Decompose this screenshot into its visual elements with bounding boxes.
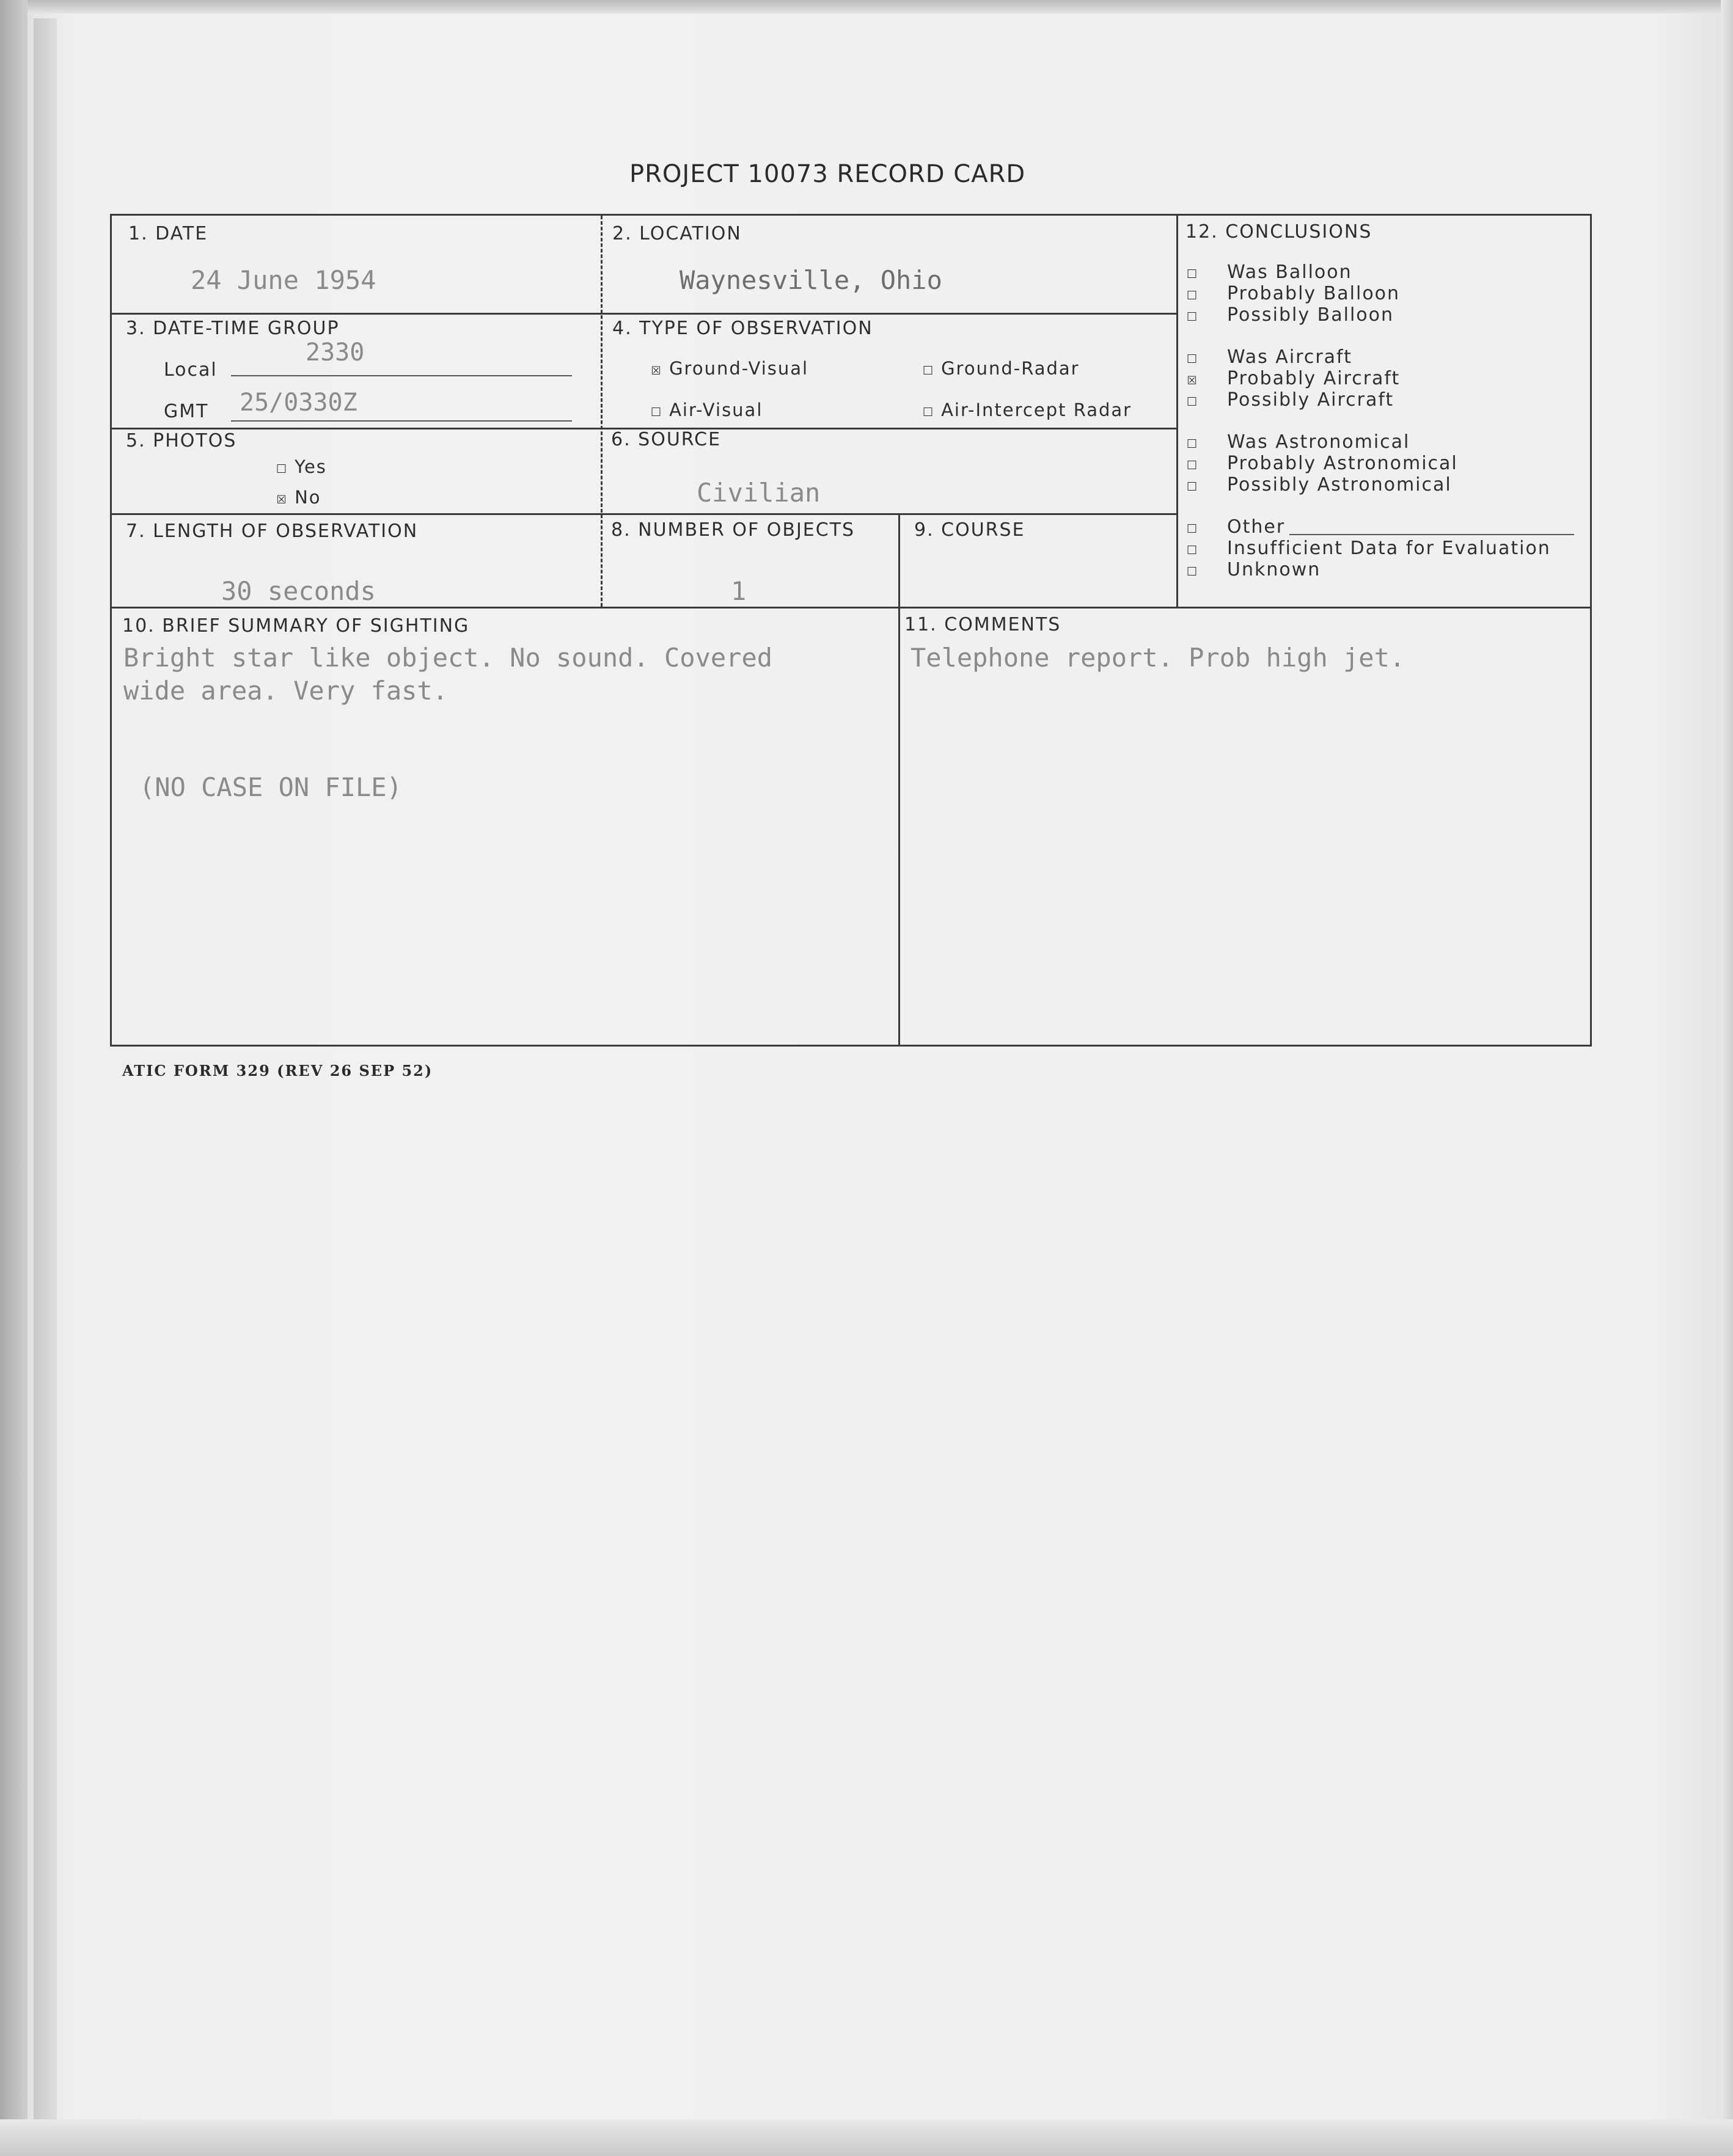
checkbox-icon: ☐ (1187, 560, 1198, 580)
conclusion-item: ☐ Probably Astronomical (1187, 453, 1458, 474)
grid-line (112, 313, 1178, 315)
checkbox-icon: ☐ (1187, 517, 1198, 537)
option-label: No (295, 487, 321, 508)
date-label: 1. DATE (128, 223, 208, 244)
summary-note: (NO CASE ON FILE) (139, 772, 402, 802)
conclusion-item: ☐ Possibly Astronomical (1187, 474, 1452, 495)
length-value: 30 seconds (221, 576, 376, 606)
dtg-label: 3. DATE-TIME GROUP (126, 318, 340, 339)
option-label: Yes (295, 456, 327, 477)
checkbox-icon: ☐ (276, 457, 288, 477)
conclusion-item: ☐ Possibly Balloon (1187, 304, 1394, 326)
checkbox-icon: ☐ (1187, 283, 1198, 304)
location-value: Waynesville, Ohio (680, 265, 942, 295)
conclusion-item: ☐ Was Astronomical (1187, 431, 1410, 453)
num-objects-label: 8. NUMBER OF OBJECTS (611, 519, 856, 541)
gmt-underline (231, 420, 572, 422)
conclusion-item: ☐ Unknown (1187, 559, 1321, 580)
checkbox-icon: ☐ (651, 400, 662, 420)
option-label: Air-Intercept Radar (941, 400, 1132, 420)
conclusion-item-other: ☐ Other (1187, 516, 1286, 538)
checkbox-icon: ☐ (1187, 390, 1198, 410)
conclusion-item: ☐ Probably Balloon (1187, 283, 1401, 304)
option-photos-no (276, 487, 321, 508)
conclusion-item: ☐ Insufficient Data for Evaluation (1187, 538, 1551, 559)
photos-label: 5. PHOTOS (126, 430, 237, 451)
checkbox-icon: ☐ (1187, 538, 1198, 558)
date-value: 24 June 1954 (191, 265, 376, 295)
checkbox-icon: ☐ (923, 359, 934, 379)
local-underline (231, 375, 572, 376)
grid-line (112, 607, 1591, 608)
grid-line (601, 216, 603, 607)
conclusion-item: ☐ Was Aircraft (1187, 346, 1352, 368)
gmt-label: GMT (164, 401, 209, 422)
option-air-visual (651, 400, 763, 420)
source-label: 6. SOURCE (611, 429, 722, 450)
scan-edge-left-inner (34, 18, 57, 2120)
checkbox-checked-icon: ☒ (651, 359, 662, 379)
checkbox-icon: ☐ (1187, 347, 1198, 367)
scan-edge-top (0, 0, 1733, 13)
checkbox-icon: ☐ (1187, 305, 1198, 325)
gmt-value: 25/0330Z (240, 389, 357, 417)
checkbox-icon: ☐ (1187, 475, 1198, 495)
checkbox-icon: ☐ (1187, 262, 1198, 282)
conclusion-item: ☐ Possibly Aircraft (1187, 389, 1394, 411)
option-label: Ground-Visual (669, 358, 809, 379)
summary-line-1: Bright star like object. No sound. Covered (123, 643, 773, 673)
option-label: Air-Visual (669, 400, 763, 420)
course-label: 9. COURSE (914, 519, 1025, 541)
conclusion-item: ☒ Probably Aircraft (1187, 368, 1401, 389)
comments-value: Telephone report. Prob high jet. (910, 643, 1405, 673)
conclusions-label: 12. CONCLUSIONS (1185, 221, 1372, 243)
conclusion-item: ☐ Was Balloon (1187, 261, 1352, 283)
checkbox-checked-icon: ☒ (1187, 368, 1198, 389)
option-ground-visual (651, 358, 808, 379)
option-ground-radar (923, 358, 1080, 379)
option-label: Ground-Radar (941, 358, 1080, 379)
checkbox-icon: ☐ (1187, 432, 1198, 452)
grid-line (112, 513, 1178, 515)
local-label: Local (164, 359, 218, 381)
scan-edge-bottom (0, 2119, 1733, 2156)
grid-line (898, 515, 900, 1045)
summary-label: 10. BRIEF SUMMARY OF SIGHTING (122, 615, 470, 637)
summary-line-2: wide area. Very fast. (123, 676, 449, 706)
option-air-intercept (923, 400, 1132, 420)
option-photos-yes (276, 456, 327, 477)
form-title: PROJECT 10073 RECORD CARD (629, 160, 1026, 188)
other-underline (1289, 534, 1574, 535)
scan-edge-left (0, 0, 27, 2156)
scan-edge-right (1721, 0, 1733, 2156)
grid-line (1176, 216, 1178, 607)
num-objects-value: 1 (731, 576, 747, 606)
checkbox-icon: ☐ (1187, 453, 1198, 473)
obs-type-label: 4. TYPE OF OBSERVATION (612, 318, 873, 339)
checkbox-checked-icon: ☒ (276, 488, 288, 508)
comments-label: 11. COMMENTS (904, 614, 1061, 635)
location-label: 2. LOCATION (612, 223, 742, 244)
local-value: 2330 (306, 338, 365, 367)
checkbox-icon: ☐ (923, 400, 934, 420)
form-footer: ATIC FORM 329 (REV 26 SEP 52) (122, 1062, 433, 1080)
source-value: Civilian (697, 478, 821, 508)
length-label: 7. LENGTH OF OBSERVATION (126, 521, 419, 542)
